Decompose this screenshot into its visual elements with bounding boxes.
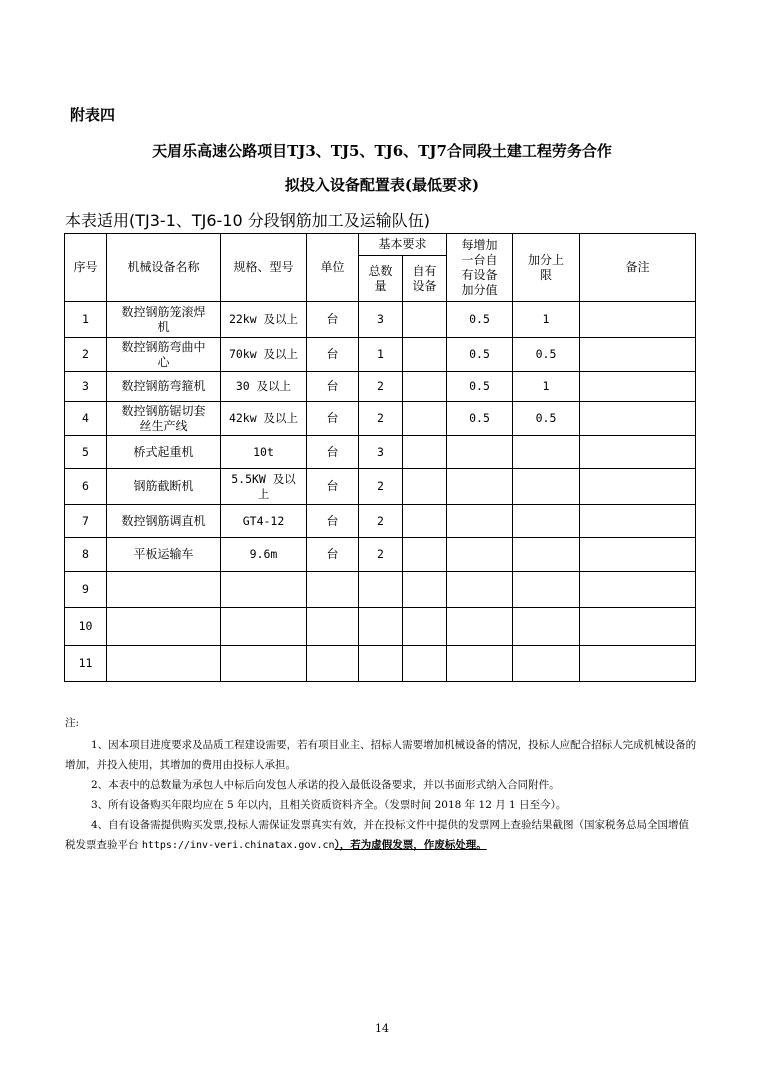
cell-total: 3 [359,436,403,469]
note-4 [65,815,697,856]
note-3: 3、所有设备购买年限均应在 5 年以内，且相关资质资料齐全。（发票时间 2018 年 12 月 1 日至今）。 [91,799,567,811]
cell-extra [447,608,513,646]
cell-name [107,572,221,608]
table-body [65,302,696,682]
page-number: 14 [375,1022,389,1035]
cell-remark [580,538,696,572]
cell-spec: 30 及以上 [221,372,307,402]
cell-own [403,338,447,372]
cell-seq: 6 [65,469,107,505]
cell-limit [513,469,580,505]
cell-total: 2 [359,505,403,538]
header-basic: 基本要求 [359,234,447,256]
cell-seq: 4 [65,402,107,436]
cell-seq: 2 [65,338,107,372]
cell-remark [580,372,696,402]
cell-unit: 台 [307,402,359,436]
cell-spec [221,646,307,682]
cell-unit: 台 [307,302,359,338]
cell-limit: 1 [513,372,580,402]
note-4-text: 4、自有设备需提供购买发票,投标人需保证发票真实有效，并在投标文件中提供的发票网上查验结果截图（国家税务总局全国增值税发票查验平台 [65,819,690,851]
table-row [65,338,696,372]
cell-spec: 70kw 及以上 [221,338,307,372]
cell-extra: 0.5 [447,338,513,372]
cell-limit [513,646,580,682]
document-subtitle: 拟投入设备配置表(最低要求) [284,176,480,194]
cell-extra: 0.5 [447,302,513,338]
document-title: 天眉乐高速公路项目TJ3、TJ5、TJ6、TJ7合同段土建工程劳务合作 [152,142,612,160]
header-remark: 备注 [580,234,696,302]
cell-own [403,402,447,436]
cell-spec [221,608,307,646]
cell-remark [580,469,696,505]
cell-own [403,302,447,338]
cell-limit [513,505,580,538]
cell-own [403,505,447,538]
cell-name: 数控钢筋调直机 [107,505,221,538]
table-row [65,402,696,436]
cell-limit: 0.5 [513,338,580,372]
table-row [65,646,696,682]
cell-remark [580,338,696,372]
cell-unit [307,608,359,646]
note-2: 2、本表中的总数量为承包人中标后向发包人承诺的投入最低设备要求，并以书面形式纳入合同附件。 [91,779,560,791]
cell-seq: 3 [65,372,107,402]
cell-own [403,469,447,505]
cell-unit: 台 [307,505,359,538]
cell-unit: 台 [307,372,359,402]
cell-seq: 8 [65,538,107,572]
cell-spec [221,572,307,608]
cell-unit: 台 [307,338,359,372]
cell-extra [447,469,513,505]
verification-url: https://inv-veri.chinatax.gov.cn [141,840,335,851]
table-row [65,469,696,505]
cell-spec: 5.5KW 及以 上 [221,469,307,505]
header-name: 机械设备名称 [107,234,221,302]
cell-remark [580,436,696,469]
cell-total: 2 [359,372,403,402]
cell-limit [513,436,580,469]
cell-extra [447,436,513,469]
cell-own [403,538,447,572]
note-4-warning: ），若为虚假发票，作废标处理。 [334,839,487,851]
cell-total [359,572,403,608]
scope-text: 本表适用(TJ3-1、TJ6-10 分段钢筋加工及运输队伍) [65,211,431,230]
cell-seq: 1 [65,302,107,338]
cell-own [403,608,447,646]
cell-seq: 10 [65,608,107,646]
cell-name: 钢筋截断机 [107,469,221,505]
header-total: 总数 量 [359,256,403,302]
cell-spec: 9.6m [221,538,307,572]
table-row [65,608,696,646]
cell-extra: 0.5 [447,402,513,436]
cell-seq: 11 [65,646,107,682]
cell-unit: 台 [307,538,359,572]
cell-seq: 7 [65,505,107,538]
cell-extra [447,572,513,608]
cell-limit: 1 [513,302,580,338]
cell-name: 数控钢筋弯曲中 心 [107,338,221,372]
table-row [65,302,696,338]
cell-total: 3 [359,302,403,338]
cell-name: 桥式起重机 [107,436,221,469]
cell-total: 2 [359,538,403,572]
cell-limit [513,608,580,646]
header-extra: 每增加 一台自 有设备 加分值 [447,234,513,302]
cell-remark [580,505,696,538]
equipment-table [64,233,696,682]
cell-remark [580,608,696,646]
cell-unit: 台 [307,469,359,505]
header-own: 自有 设备 [403,256,447,302]
cell-remark [580,302,696,338]
cell-extra [447,538,513,572]
cell-limit: 0.5 [513,402,580,436]
cell-total [359,646,403,682]
cell-name [107,608,221,646]
cell-total: 1 [359,338,403,372]
cell-own [403,572,447,608]
table-row [65,372,696,402]
cell-extra [447,646,513,682]
cell-name [107,646,221,682]
cell-spec: 10t [221,436,307,469]
cell-limit [513,572,580,608]
table-row [65,572,696,608]
cell-name: 平板运输车 [107,538,221,572]
cell-name: 数控钢筋弯箍机 [107,372,221,402]
header-unit: 单位 [307,234,359,302]
cell-total [359,608,403,646]
cell-total: 2 [359,402,403,436]
table-row [65,436,696,469]
appendix-label: 附表四 [70,106,116,124]
cell-extra [447,505,513,538]
header-spec: 规格、型号 [221,234,307,302]
cell-name: 数控钢筋锯切套 丝生产线 [107,402,221,436]
table-row [65,505,696,538]
cell-total: 2 [359,469,403,505]
notes-section [65,713,697,856]
cell-remark [580,402,696,436]
cell-name: 数控钢筋笼滚焊 机 [107,302,221,338]
cell-spec: 42kw 及以上 [221,402,307,436]
cell-spec: GT4-12 [221,505,307,538]
note-1: 1、因本项目进度要求及品质工程建设需要，若有项目业主、招标人需要增加机械设备的情况，投标人应配合招标人完成机械设备的增加，并投入使用，其增加的费用由投标人承担。 [65,739,697,771]
cell-own [403,436,447,469]
cell-spec: 22kw 及以上 [221,302,307,338]
cell-extra: 0.5 [447,372,513,402]
table-row [65,538,696,572]
cell-own [403,646,447,682]
cell-unit: 台 [307,436,359,469]
cell-limit [513,538,580,572]
header-seq: 序号 [65,234,107,302]
notes-label: 注: [65,717,80,729]
header-limit: 加分上 限 [513,234,580,302]
cell-seq: 9 [65,572,107,608]
cell-unit [307,572,359,608]
cell-own [403,372,447,402]
cell-remark [580,646,696,682]
cell-remark [580,572,696,608]
cell-unit [307,646,359,682]
cell-seq: 5 [65,436,107,469]
